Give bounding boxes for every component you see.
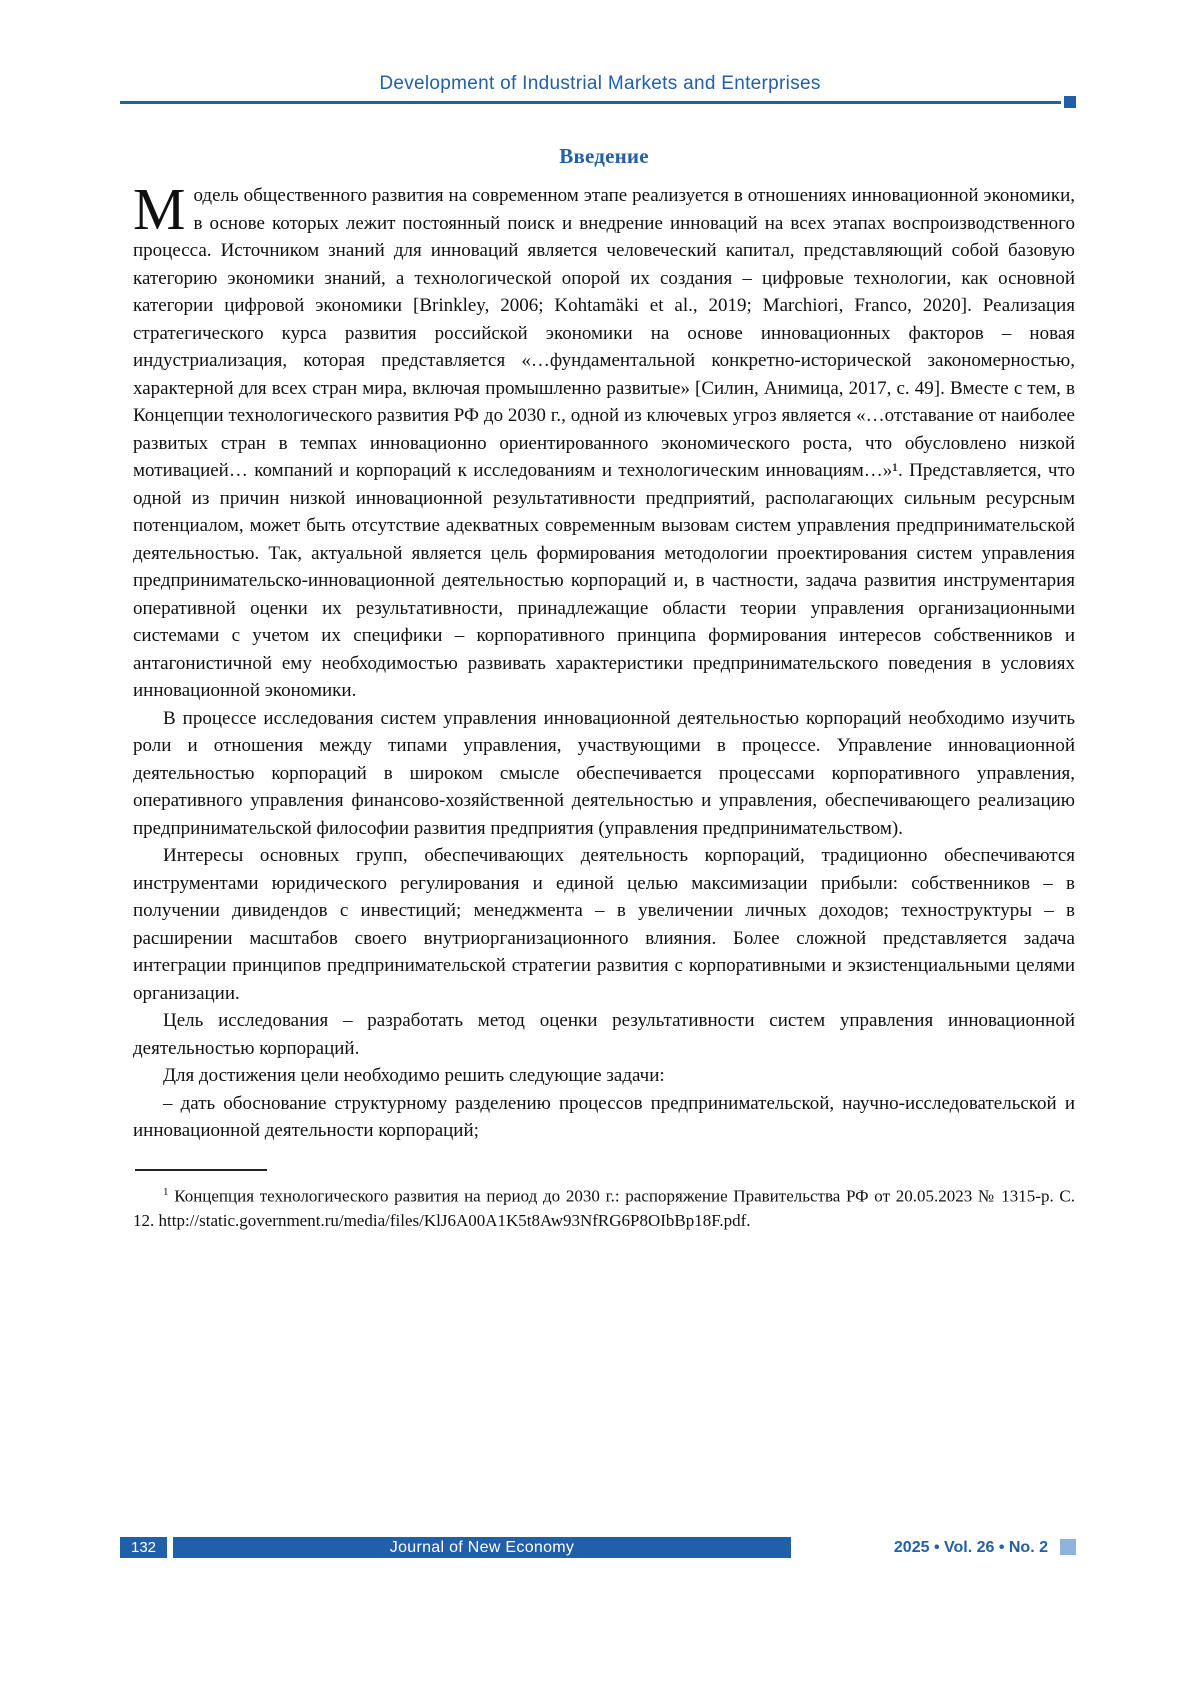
footnote-text [133, 1180, 1075, 1234]
header-rule [120, 101, 1061, 104]
header-rule-square-icon [1064, 96, 1076, 108]
page-number: 132 [120, 1537, 167, 1558]
page-footer [120, 1537, 1076, 1558]
paragraph-list-item: – дать обоснование структурному разделению процессов предпринимательской, научно-исследовательской и инновационной деятельности корпораций; [133, 1092, 1075, 1141]
dropcap-letter: М [133, 176, 186, 242]
footnote-rule [135, 1169, 267, 1171]
footnote-block [133, 1169, 1075, 1234]
section-title: Введение [559, 144, 649, 168]
footnote-body: Концепция технологического развития на период до 2030 г.: распоряжение Правительства РФ от 20.05.2023 № 1315-р. С. 12. http://static.government.ru/media/files/KlJ6A00A1K5t8Aw93NfRG6P8OIbBp18F.pdf. [133, 1186, 1075, 1231]
paragraph: В процессе исследования систем управления инновационной деятельностью корпораций необходимо изучить роли и отношения между типами управления, участвующими в процессе. Управление инновационной деятельностью корпораций в широком смысле обеспечивается процессами корпоративного управления, оперативного управления финансово-хозяйственной деятельностью и управления, обеспечивающего реализацию предпринимательской философии развития предприятия (управления предпринимательством). [133, 707, 1075, 839]
running-title: Development of Industrial Markets and Enterprises [379, 73, 821, 94]
footer-square-icon [1060, 1539, 1076, 1555]
paragraph: Для достижения цели необходимо решить следующие задачи: [163, 1065, 665, 1086]
paragraph-intro [133, 176, 1075, 705]
footnote-marker: 1 [163, 1185, 169, 1198]
issue-info: 2025 • Vol. 26 • No. 2 [893, 1539, 1048, 1556]
paragraph: Интересы основных групп, обеспечивающих деятельность корпораций, традиционно обеспечиваются инструментами юридического регулирования и единой целью максимизации прибыли: собственников – в получении дивидендов с инвестиций; менеджмента – в увеличении личных доходов; техноструктуры – в расширении масштабов своего внутриорганизационного влияния. Более сложной представляется задача интеграции принципов предпринимательской стратегии развития с корпоративными и экзистенциальными целями организации. [133, 845, 1075, 1004]
journal-name-bar: Journal of New Economy [173, 1537, 791, 1558]
paragraph-intro-text: одель общественного развития на современном этапе реализуется в отношениях инновационной экономики, в основе которых лежит постоянный поиск и внедрение инноваций на всех этапах воспроизводственного процесса. Источником знаний для инноваций является человеческий капитал, представляющий собой базовую категорию экономики знаний, а технологической опорой их создания – цифровые технологии, как основной категории цифровой экономики [Brinkley, 2006; Kohtamäki et al., 2019; Marchiori, Franco, 2020]. Реализация стратегического курса развития российской экономики на основе инновационных факторов – новая индустриализация, которая представляется «…фундаментальной конкретно-исторической закономерностью, характерной для всех стран мира, включая промышленно развитые» [Силин, Анимица, 2017, с. 49]. Вместе с тем, в Концепции технологического развития РФ до 2030 г., одной из ключевых угроз является «…отставание от наиболее развитых стран в темпах инновационно ориентированного экономического роста, что обусловлено низкой мотивацией… компаний и корпораций к исследованиям и технологическим инновациям…»¹. Представляется, что одной из причин низкой инновационной результативности предприятий, располагающих сильным ресурсным потенциалом, может быть отсутствие адекватных современным вызовам систем управления предпринимательской деятельностью. Так, актуальной является цель формирования методологии проектирования систем управления предпринимательско-инновационной деятельностью корпораций и, в частности, задача развития инструментария оперативной оценки их результативности, принадлежащие области теории управления организационными системами с учетом их специфики – корпоративного принципа формирования интересов собственников и антагонистичной ему необходимостью развивать характеристики предпринимательского поведения в условиях инновационной экономики. [133, 185, 1075, 701]
paragraph: Цель исследования – разработать метод оценки результативности систем управления инновационной деятельностью корпораций. [133, 1010, 1075, 1059]
article-body [133, 144, 1075, 1233]
